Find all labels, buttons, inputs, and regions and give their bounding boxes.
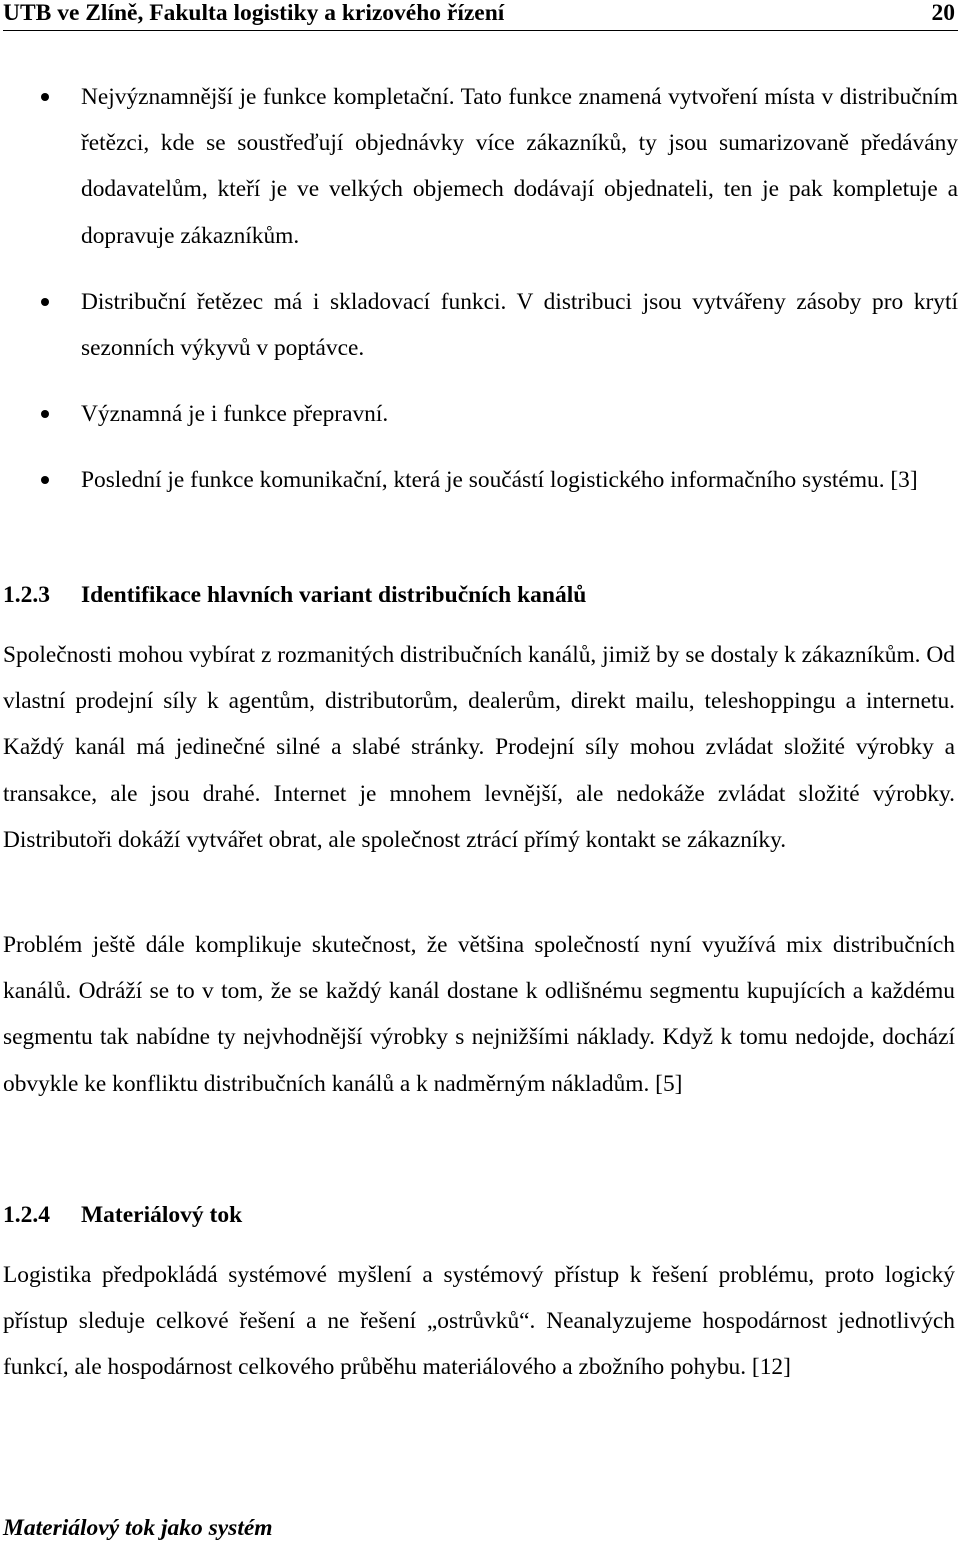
section-number: 1.2.3 xyxy=(3,582,50,608)
list-item-text: Významná je i funkce přepravní. xyxy=(81,401,389,428)
section-title: Materiálový tok xyxy=(81,1202,243,1228)
subheading: Materiálový tok jako systém xyxy=(3,1515,273,1541)
running-header xyxy=(3,0,958,31)
list-item xyxy=(0,74,958,259)
list-item-text: Poslední je funkce komunikační, která je součástí logistického informačního systému. [3] xyxy=(81,467,918,494)
list-item xyxy=(0,457,958,503)
paragraph: Společnosti mohou vybírat z rozmanitých distribučních kanálů, jimiž by se dostaly k zákazníkům. Od vlastní prodejní síly k agentům, distributorům, dealerům, direkt mailu, teleshoppingu a internetu. Každý kanál má jedinečné silné a slabé stránky. Prodejní síly mohou zvládat složité výrobky a transakce, ale jsou drahé. Internet je mnohem levnější, ale nedokáže zvládat složité výrobky. Distributoři dokáží vytvářet obrat, ale společnost ztrácí přímý kontakt se zákazníky. xyxy=(3,642,955,853)
paragraph: Problém ještě dále komplikuje skutečnost, že většina společností nyní využívá mix distribučních kanálů. Odráží se to v tom, že se každý kanál dostane k odlišnému segmentu kupujících a každému segmentu tak nabídne ty nejvhodnější výrobky s nejnižšími náklady. Když k tomu nedojde, dochází obvykle ke konfliktu distribučních kanálů a k nadměrným nákladům. [5] xyxy=(3,932,955,1097)
page-number: 20 xyxy=(931,0,955,26)
list-item-text: Distribuční řetězec má i skladovací funkci. V distribuci jsou vytvářeny zásoby pro krytí sezonních výkyvů v poptávce. xyxy=(81,288,958,362)
list-item xyxy=(0,391,958,437)
bullet-list xyxy=(0,74,958,524)
section-number: 1.2.4 xyxy=(3,1202,50,1228)
bullet-icon xyxy=(41,476,49,484)
paragraph: Logistika předpokládá systémové myšlení a systémový přístup k řešení problému, proto logický přístup sleduje celkové řešení a ne řešení „ostrůvků“. Neanalyzujeme hospodárnost jednotlivých funkcí, ale hospodárnost celkového průběhu materiálového a zbožního pohybu. [12] xyxy=(3,1262,955,1381)
list-item xyxy=(0,279,958,371)
section-heading xyxy=(3,1200,242,1230)
bullet-icon xyxy=(41,93,49,101)
list-item-text: Nejvýznamnější je funkce kompletační. Tato funkce znamená vytvoření místa v distribučním řetězci, kde se soustřeďují objednávky více zákazníků, ty jsou sumarizovaně předávány dodavatelům, kteří je ve velkých objemech dodávají objednateli, ten je pak kompletuje a dopravuje zákazníkům. xyxy=(81,84,958,249)
bullet-icon xyxy=(41,410,49,418)
section-heading xyxy=(3,580,586,610)
section-title: Identifikace hlavních variant distribučních kanálů xyxy=(81,582,587,608)
header-title: UTB ve Zlíně, Fakulta logistiky a krizového řízení xyxy=(3,0,505,26)
bullet-icon xyxy=(41,298,49,306)
